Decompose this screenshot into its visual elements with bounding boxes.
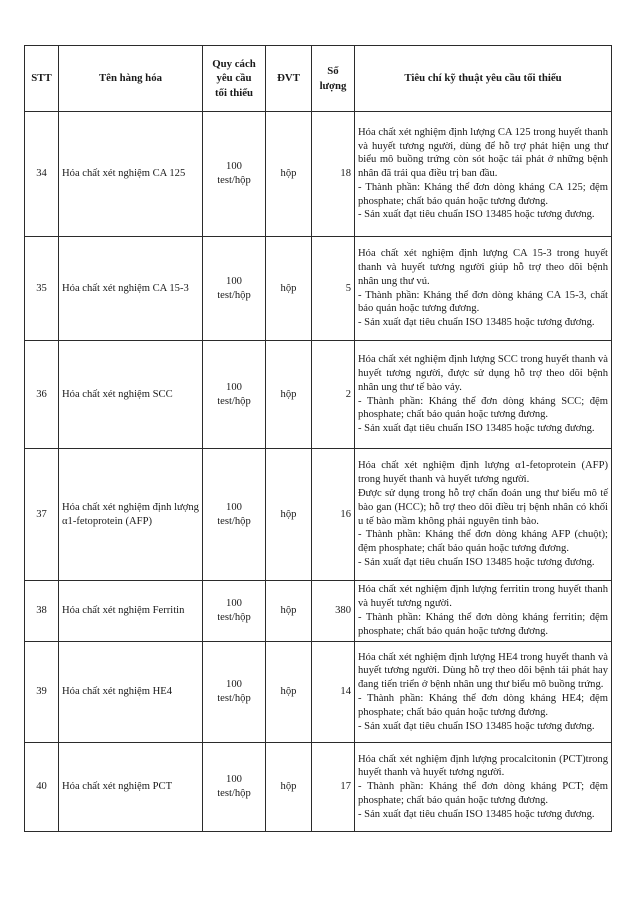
cell-name: Hóa chất xét nghiệm SCC xyxy=(59,341,203,449)
criteria-line: - Thành phần: Kháng thể đơn dòng kháng SCC; đệm phosphate; chất bảo quản hoặc tương đương. xyxy=(358,395,608,421)
spec-line: 100 xyxy=(226,381,242,393)
table-row xyxy=(25,237,612,341)
header-criteria: Tiêu chí kỹ thuật yêu cầu tối thiểu xyxy=(355,46,612,112)
cell-unit: hộp xyxy=(266,341,312,449)
criteria-line: Hóa chất xét nghiệm định lượng α1-fetoprotein (AFP) trong huyết thanh và huyết tương người. xyxy=(358,460,608,486)
criteria-line: - Sản xuất đạt tiêu chuẩn ISO 13485 hoặc tương đương. xyxy=(358,209,595,221)
criteria-line: - Sản xuất đạt tiêu chuẩn ISO 13485 hoặc tương đương. xyxy=(358,423,595,435)
criteria-line: - Thành phần: Kháng thể đơn dòng kháng PCT; đệm phosphate; chất bảo quản hoặc tương đương. xyxy=(358,781,608,806)
spec-line: test/hộp xyxy=(217,175,251,186)
criteria-line: Được sử dụng trong hỗ trợ chẩn đoán ung thư biểu mô tế bào gan (HCC); hỗ trợ theo dõi điều trị bệnh nhân có khối u tế bào mầm không phải nguyên tinh bào. xyxy=(358,487,608,527)
header-qty-line: lượng xyxy=(319,79,347,92)
cell-spec xyxy=(203,341,266,449)
spec-line: test/hộp xyxy=(217,788,251,799)
criteria-line: Hóa chất xét nghiệm định lượng CA 15-3 trong huyết thanh và huyết tương người giúp hỗ trợ theo dõi bệnh nhân ung thư vú. xyxy=(358,248,608,287)
criteria-line: Hóa chất xét nghiệm định lượng CA 125 trong huyết thanh và huyết tương người, dùng để hỗ trợ phát hiện ung thư biểu mô buồng trứng còn sót hoặc tái phát ở những bệnh nhân đã trải qua điều trị ban đầu. xyxy=(358,126,608,180)
cell-unit: hộp xyxy=(266,642,312,743)
header-qty xyxy=(312,46,355,112)
spec-line: 100 xyxy=(226,161,242,173)
cell-stt: 39 xyxy=(25,642,59,743)
cell-name: Hóa chất xét nghiệm PCT xyxy=(59,743,203,832)
cell-name: Hóa chất xét nghiệm Ferritin xyxy=(59,581,203,642)
spec-line: test/hộp xyxy=(217,395,251,407)
spec-line: test/hộp xyxy=(217,515,251,527)
cell-criteria xyxy=(355,237,612,341)
header-spec-line: tối thiểu xyxy=(214,86,254,99)
spec-line: test/hộp xyxy=(217,612,251,623)
header-qty-line: Số xyxy=(327,64,339,77)
spec-line: 100 xyxy=(226,774,242,786)
cell-qty: 17 xyxy=(312,743,355,832)
cell-criteria xyxy=(355,743,612,832)
cell-name: Hóa chất xét nghiệm CA 125 xyxy=(59,112,203,237)
header-name: Tên hàng hóa xyxy=(59,46,203,112)
cell-stt: 34 xyxy=(25,112,59,237)
cell-qty: 2 xyxy=(312,341,355,449)
cell-unit: hộp xyxy=(266,449,312,581)
spec-line: 100 xyxy=(226,598,242,610)
cell-qty: 18 xyxy=(312,112,355,237)
cell-spec xyxy=(203,743,266,832)
criteria-line: - Sản xuất đạt tiêu chuẩn ISO 13485 hoặc tương đương. xyxy=(358,556,595,568)
criteria-line: - Sản xuất đạt tiêu chuẩn ISO 13485 hoặc tương đương. xyxy=(358,720,595,732)
table-row xyxy=(25,112,612,237)
cell-qty: 14 xyxy=(312,642,355,743)
criteria-line: - Thành phần: Kháng thể đơn dòng kháng AFP (chuột); đệm phosphate; chất bảo quản hoặc tương đương. xyxy=(358,529,608,555)
cell-spec xyxy=(203,449,266,581)
cell-stt: 35 xyxy=(25,237,59,341)
criteria-line: - Thành phần: Kháng thể đơn dòng kháng ferritin; đệm phosphate; chất bảo quản hoặc tương đương. xyxy=(358,612,608,637)
cell-unit: hộp xyxy=(266,237,312,341)
spec-line: test/hộp xyxy=(217,693,251,704)
table-row xyxy=(25,642,612,743)
header-spec xyxy=(203,46,266,112)
criteria-line: - Sản xuất đạt tiêu chuẩn ISO 13485 hoặc tương đương. xyxy=(358,808,595,820)
table-header-row xyxy=(25,46,612,112)
cell-qty: 16 xyxy=(312,449,355,581)
cell-unit: hộp xyxy=(266,743,312,832)
cell-name: Hóa chất xét nghiệm CA 15-3 xyxy=(59,237,203,341)
cell-criteria xyxy=(355,642,612,743)
cell-unit: hộp xyxy=(266,112,312,237)
cell-qty: 5 xyxy=(312,237,355,341)
criteria-line: - Thành phần: Kháng thể đơn dòng kháng HE4; đệm phosphate; chất bảo quản hoặc tương đương. xyxy=(358,693,608,718)
header-spec-line: yêu cầu xyxy=(216,72,252,85)
cell-qty: 380 xyxy=(312,581,355,642)
cell-name: Hóa chất xét nghiệm HE4 xyxy=(59,642,203,743)
cell-criteria xyxy=(355,112,612,237)
criteria-line: Hóa chất xét nghiệm định lượng ferritin trong huyết thanh và huyết tương người. xyxy=(358,584,608,610)
cell-stt: 36 xyxy=(25,341,59,449)
table-row xyxy=(25,341,612,449)
cell-unit: hộp xyxy=(266,581,312,642)
criteria-line: Hóa chất xét nghiệm định lượng SCC trong huyết thanh và huyết tương người, được sử dụng hỗ trợ theo dõi bệnh nhân ung thư tế bào vảy. xyxy=(358,354,608,393)
cell-spec xyxy=(203,642,266,743)
table-row xyxy=(25,581,612,642)
table-row xyxy=(25,743,612,832)
criteria-line: Hóa chất xét nghiệm định lượng HE4 trong huyết thanh và huyết tương người. Dùng hỗ trợ theo dõi bệnh tái phát hay đang tiến triển ở bệnh nhân ung thư biểu mô buồng trứng. xyxy=(358,651,608,691)
cell-criteria xyxy=(355,581,612,642)
cell-stt: 40 xyxy=(25,743,59,832)
criteria-line: - Thành phần: Kháng thể đơn dòng kháng CA 15-3, chất bảo quản hoặc tương đương. xyxy=(358,289,608,315)
header-spec-line: Quy cách xyxy=(212,57,256,70)
spec-line: 100 xyxy=(226,275,242,287)
cell-criteria xyxy=(355,449,612,581)
cell-spec xyxy=(203,581,266,642)
cell-spec xyxy=(203,112,266,237)
spec-line: 100 xyxy=(226,501,242,513)
cell-stt: 38 xyxy=(25,581,59,642)
criteria-line: - Sản xuất đạt tiêu chuẩn ISO 13485 hoặc tương đương. xyxy=(358,317,595,329)
criteria-line: - Thành phần: Kháng thể đơn dòng kháng CA 125; đệm phosphate; chất bảo quản hoặc tương đương. xyxy=(358,181,608,207)
cell-spec xyxy=(203,237,266,341)
header-stt: STT xyxy=(25,46,59,112)
cell-criteria xyxy=(355,341,612,449)
header-unit: ĐVT xyxy=(266,46,312,112)
spec-line: 100 xyxy=(226,679,242,691)
cell-stt: 37 xyxy=(25,449,59,581)
table-row xyxy=(25,449,612,581)
technical-spec-table xyxy=(24,45,612,832)
criteria-line: Hóa chất xét nghiệm định lượng procalcitonin (PCT)trong huyết thanh và huyết tương người. xyxy=(358,753,608,779)
spec-line: test/hộp xyxy=(217,289,251,301)
cell-name: Hóa chất xét nghiệm định lượng α1-fetoprotein (AFP) xyxy=(59,449,203,581)
